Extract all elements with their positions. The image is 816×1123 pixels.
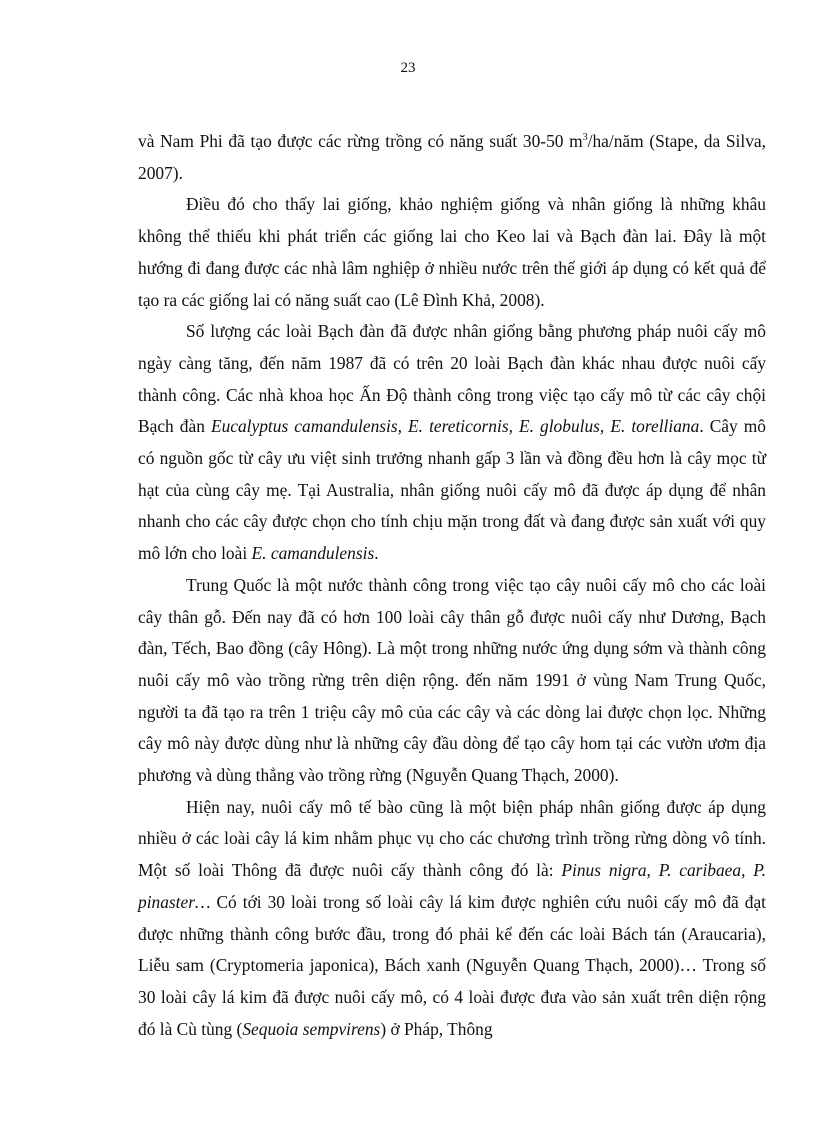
- text-run: Số lượng các loài Bạch đàn đã được nhân giống bằng phương pháp nuôi cấy mô ngày càng tăng, đến năm 1987 đã có trên 20 loài Bạch đàn khác nhau được nuôi cấy thành công. Các nhà khoa học Ấn Độ thành công trong việc tạo cấy mô từ các cây chội Bạch đàn: [138, 321, 766, 437]
- text-run: Có tới 30 loài trong số loài cây lá kim được nghiên cứu nuôi cấy mô đã đạt được những thành công bước đầu, trong đó phải kể đến các loài Bách tán (Araucaria), Liễu sam (Cryptomeria japonica), Bách xanh (Nguyễn Quang Thạch, 2000)… Trong số 30 loài cây lá kim đã được nuôi cấy mô, có 4 loài được đưa vào sản xuất trên diện rộng đó là Cù tùng (: [138, 891, 766, 1039]
- page-number: 23: [400, 60, 416, 76]
- italic-text: Eucalyptus camandulensis, E. tereticornis, E. globulus, E. torelliana: [210, 416, 700, 437]
- text-run: Điều đó cho thấy lai giống, khảo nghiệm giống và nhân giống là những khâu không thể thiếu khi phát triển các giống lai cho Keo lai và Bạch đàn lai. Đây là một hướng đi đang được các nhà lâm nghiệp ở nhiều nước trên thế giới áp dụng có kết quả để tạo ra các giống lai có năng suất cao (Lê Đình Khả, 2008).: [138, 194, 766, 310]
- paragraph-conifers: [138, 792, 766, 1046]
- paragraph-china: [138, 570, 766, 792]
- text-run: .: [374, 543, 379, 564]
- paragraph-hybrid-breeding: [138, 189, 766, 316]
- text-run: . Cây mô có nguồn gốc từ cây ưu việt sinh trưởng nhanh gấp 3 lần và đồng đều hơn là cây mọc từ hạt của cùng cây mẹ. Tại Australia, nhân giống nuôi cấy mô đã được áp dụng để nhân nhanh cho các cây được chọn cho tính chịu mặn trong đất và đang được sản xuất với quy mô lớn cho loài: [138, 416, 767, 564]
- italic-text: E. camandulensis: [251, 543, 375, 564]
- text-run: ) ở Pháp, Thông: [380, 1018, 493, 1039]
- text-run: và Nam Phi đã tạo được các rừng trồng có năng suất 30-50 m: [138, 131, 583, 151]
- document-body: [138, 126, 766, 1045]
- text-run: Trung Quốc là một nước thành công trong việc tạo cây nuôi cấy mô cho các loài cây thân gỗ. Đến nay đã có hơn 100 loài cây thân gỗ được nuôi cấy như Dương, Bạch đàn, Tếch, Bao đồng (cây Hông). Là một trong những nước ứng dụng sớm và thành công nuôi cấy mô vào trồng rừng trên diện rộng. đến năm 1991 ở vùng Nam Trung Quốc, người ta đã tạo ra trên 1 triệu cây mô của các cây và các dòng lai được chọn lọc. Những cây mô này được dùng như là những cây đầu dòng để tạo cây hom tại các vườn ươm địa phương và dùng thẳng vào trồng rừng (Nguyễn Quang Thạch, 2000).: [138, 574, 766, 786]
- italic-text: Pinus nigra, P. caribaea, P. pinaster…: [138, 860, 766, 912]
- superscript: 3: [582, 132, 588, 143]
- paragraph-eucalyptus: [138, 316, 766, 570]
- paragraph-continuation: [138, 126, 766, 189]
- italic-text: Sequoia sempvirens: [242, 1018, 381, 1039]
- text-run: /ha/năm (Stape, da Silva, 2007).: [138, 131, 766, 183]
- text-run: Hiện nay, nuôi cấy mô tế bào cũng là một biện pháp nhân giống được áp dụng nhiều ở các loài cây lá kim nhằm phục vụ cho các chương trình trồng rừng dòng vô tính. Một số loài Thông đã được nuôi cấy thành công đó là:: [138, 796, 766, 881]
